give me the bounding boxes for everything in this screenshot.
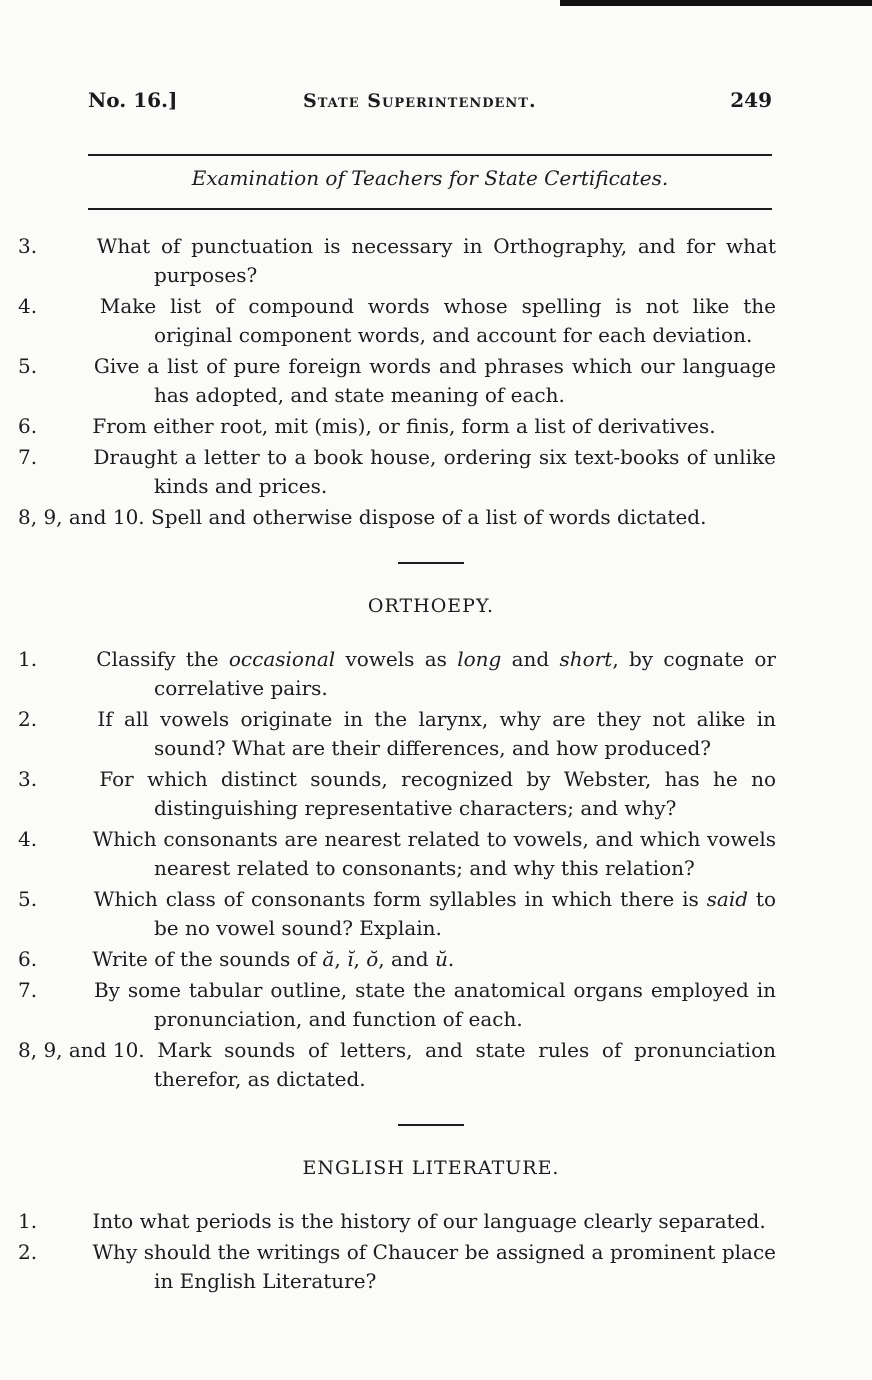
question-text: What of punctuation is necessary in Orthography, and for what purposes? (96, 234, 777, 287)
question-item: 6. Write of the sounds of ă, ĭ, ŏ, and ŭ. (18, 947, 455, 971)
question-item (18, 503, 776, 532)
question-number: 8, 9, and 10. (18, 1038, 145, 1062)
question-text: , (334, 947, 348, 971)
page-body (18, 232, 777, 1298)
question-text: . (447, 947, 455, 971)
literature-list (18, 1207, 777, 1296)
section-divider (398, 562, 464, 564)
question-item: 5. Which class of consonants form syllables in which there is said to be no vowel sound? Explain. (18, 887, 777, 940)
question-text: , (353, 947, 367, 971)
question-text: By some tabular outline, state the anatomical organs employed in pronunciation, and function of each. (93, 978, 776, 1031)
italic-term: ŭ (434, 947, 448, 971)
question-text: Which class of consonants form syllables in which there is (93, 887, 707, 911)
italic-term: ĭ (347, 947, 354, 971)
running-header (88, 88, 772, 118)
italic-term: said (706, 887, 749, 911)
question-text: Which consonants are nearest related to vowels, and which vowels nearest related to consonants; and why this relation? (92, 827, 776, 880)
question-text: , by cognate or correlative pairs. (154, 647, 776, 700)
italic-term: ă (322, 947, 335, 971)
italic-term: short (559, 647, 613, 671)
question-item: 6. From either root, mit (mis), or finis, form a list of derivatives. (18, 414, 716, 438)
orthography-list (18, 232, 777, 532)
running-title: State Superintendent. (303, 90, 537, 112)
question-item: 1. Classify the occasional vowels as long and short, by cognate or correlative pairs. (18, 647, 776, 700)
literature-heading: ENGLISH LITERATURE. (302, 1157, 560, 1179)
orthoepy-list (18, 645, 777, 1094)
question-item: 2. Why should the writings of Chaucer be assigned a prominent place in English Literature? (18, 1240, 777, 1293)
question-text: From either root, mit (mis), or finis, form a list of derivatives. (92, 414, 716, 438)
question-number: 8, 9, and 10. (18, 505, 145, 529)
section-subtitle: Examination of Teachers for State Certificates. (191, 166, 669, 190)
header-rule (88, 154, 772, 156)
question-item: 3. What of punctuation is necessary in Orthography, and for what purposes? (18, 234, 777, 287)
question-item: 5. Give a list of pure foreign words and phrases which our language has adopted, and state meaning of each. (18, 354, 777, 407)
subtitle-rule (88, 208, 772, 210)
question-text: Make list of compound words whose spelling is not like the original component words, and account for each deviation. (99, 294, 776, 347)
question-text: Why should the writings of Chaucer be assigned a prominent place in English Literature? (92, 1240, 777, 1293)
question-text: Mark sounds of letters, and state rules of pronunciation therefor, as dictated. (154, 1038, 777, 1091)
orthoepy-heading: ORTHOEPY. (367, 595, 495, 617)
question-text: If all vowels originate in the larynx, why are they not alike in sound? What are their differences, and how produced? (97, 707, 776, 760)
italic-term: occasional (228, 647, 336, 671)
italic-term: long (457, 647, 502, 671)
question-text: vowels as (335, 647, 458, 671)
question-text: Give a list of pure foreign words and phrases which our language has adopted, and state meaning of each. (93, 354, 777, 407)
question-text: Classify the (96, 647, 229, 671)
section-divider (398, 1124, 464, 1126)
page-number: 249 (730, 88, 772, 112)
question-text: Into what periods is the history of our language clearly separated. (92, 1209, 766, 1233)
question-item: 7. Draught a letter to a book house, ordering six text-books of unlike kinds and prices. (18, 445, 777, 498)
question-text: Spell and otherwise dispose of a list of words dictated. (151, 505, 707, 529)
italic-term: ŏ (366, 947, 379, 971)
question-text: , and (378, 947, 435, 971)
question-item: 2. If all vowels originate in the larynx, why are they not alike in sound? What are their differences, and how produced? (18, 707, 776, 760)
question-item (18, 1036, 777, 1094)
scan-edge (560, 0, 872, 6)
question-item: 7. By some tabular outline, state the anatomical organs employed in pronunciation, and function of each. (18, 978, 776, 1031)
question-item: 4. Which consonants are nearest related to vowels, and which vowels nearest related to consonants; and why this relation? (18, 827, 776, 880)
question-item: 3. For which distinct sounds, recognized by Webster, has he no distinguishing representative characters; and why? (18, 767, 776, 820)
question-text: For which distinct sounds, recognized by Webster, has he no distinguishing representative characters; and why? (99, 767, 776, 820)
question-text: Draught a letter to a book house, ordering six text-books of unlike kinds and prices. (93, 445, 777, 498)
question-text: Write of the sounds of (92, 947, 323, 971)
question-item: 4. Make list of compound words whose spelling is not like the original component words, and account for each deviation. (18, 294, 776, 347)
question-item: 1. Into what periods is the history of our language clearly separated. (18, 1209, 766, 1233)
document-number: No. 16.] (88, 88, 178, 112)
question-text: to be no vowel sound? Explain. (154, 887, 777, 940)
question-text: and (501, 647, 560, 671)
